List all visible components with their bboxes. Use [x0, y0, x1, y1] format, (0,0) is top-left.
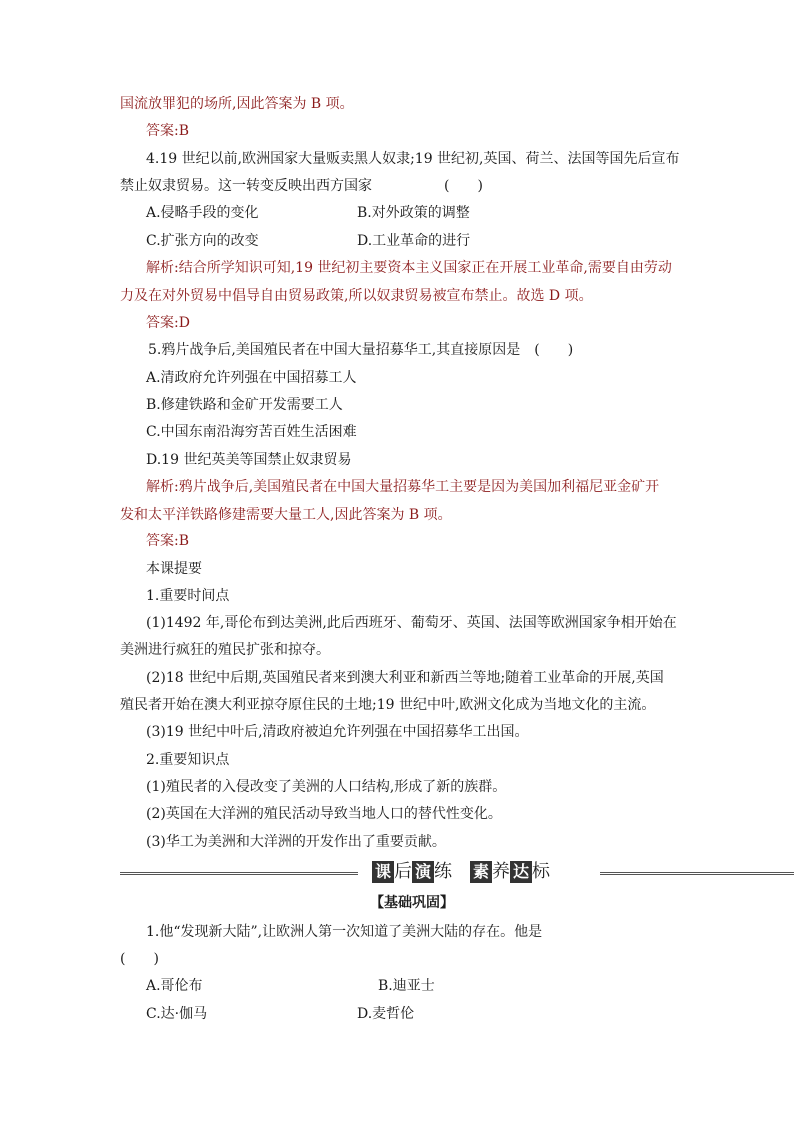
ex1-option-d: D.麦哲伦 [357, 1006, 415, 1022]
q4-option-d: D.工业革命的进行 [357, 233, 471, 249]
q5-option-a: A.清政府允许列强在中国招募工人 [146, 370, 357, 386]
summary-point-2-1: (1)殖民者的入侵改变了美洲的人口结构,形成了新的族群。 [146, 779, 507, 795]
q4-option-a: A.侵略手段的变化 [146, 205, 259, 221]
summary-point-2-2: (2)英国在大洋洲的殖民活动导致当地人口的替代性变化。 [146, 806, 502, 822]
q4-option-c: C.扩张方向的改变 [146, 233, 259, 249]
banner-char: 达 [510, 861, 532, 883]
summary-point-1-2-cont: 殖民者开始在澳大利亚掠夺原住民的土地;19 世纪中叶,欧洲文化成为当地文化的主流。 [120, 697, 656, 713]
q5-analysis-cont: 发和太平洋铁路修建需要大量工人,因此答案为 B 项。 [120, 507, 452, 523]
banner-char: 课 [372, 861, 394, 883]
summary-point-2-3: (3)华工为美洲和大洋洲的开发作出了重要贡献。 [146, 834, 446, 850]
q5-option-c: C.中国东南沿海穷苦百姓生活困难 [146, 424, 357, 440]
banner-char: 养 [492, 861, 510, 882]
question-4-stem: 4.19 世纪以前,欧洲国家大量贩卖黑人奴隶;19 世纪初,英国、荷兰、法国等国先后宣布 [146, 151, 680, 167]
q4-option-b: B.对外政策的调整 [357, 205, 470, 221]
ex1-option-a: A.哥伦布 [146, 978, 203, 994]
banner-char: 素 [470, 861, 492, 883]
summary-point-1-1-cont: 美洲进行疯狂的殖民扩张和掠夺。 [120, 642, 330, 658]
summary-heading-1: 1.重要时间点 [146, 588, 230, 604]
section-banner [120, 861, 794, 885]
question-4-stem-cont: 禁止奴隶贸易。这一转变反映出西方国家 [120, 178, 372, 194]
ex1-option-c: C.达·伽马 [146, 1006, 208, 1022]
q4-analysis: 解析:结合所学知识可知,19 世纪初主要资本主义国家正在开展工业革命,需要自由劳动 [146, 260, 672, 276]
question-5-stem: 5.鸦片战争后,美国殖民者在中国大量招募华工,其直接原因是 ( ) [148, 342, 574, 358]
banner-title [372, 861, 550, 885]
summary-point-1-2: (2)18 世纪中后期,英国殖民者来到澳大利亚和新西兰等地;随着工业革命的开展,英国 [146, 670, 664, 686]
q4-analysis-cont: 力及在对外贸易中倡导自由贸易政策,所以奴隶贸易被宣布禁止。故选 D 项。 [120, 288, 593, 304]
exercise-1-stem: 1.他“发现新大陆”,让欧洲人第一次知道了美洲大陆的存在。他是 [146, 924, 543, 940]
summary-point-1-3: (3)19 世纪中叶后,清政府被迫允许列强在中国招募华工出国。 [146, 724, 529, 740]
banner-char: 练 [434, 861, 452, 882]
question-4-paren: ( ) [444, 178, 483, 194]
summary-heading-2: 2.重要知识点 [146, 752, 230, 768]
q5-option-b: B.修建铁路和金矿开发需要工人 [146, 397, 343, 413]
answer-q3: 答案:B [146, 123, 190, 139]
banner-char: 后 [394, 861, 412, 882]
q5-option-d: D.19 世纪英美等国禁止奴隶贸易 [146, 452, 352, 468]
q5-analysis: 解析:鸦片战争后,美国殖民者在中国大量招募华工主要是因为美国加利福尼亚金矿开 [146, 479, 660, 495]
answer-q5: 答案:B [146, 533, 190, 549]
answer-q4: 答案:D [146, 315, 190, 331]
summary-point-1-1: (1)1492 年,哥伦布到达美洲,此后西班牙、葡萄牙、英国、法国等欧洲国家争相开始在 [146, 615, 677, 631]
banner-char: 演 [412, 861, 434, 883]
section-heading-summary: 本课提要 [146, 561, 202, 577]
ex1-option-b: B.迪亚士 [378, 978, 435, 994]
analysis-continuation: 国流放罪犯的场所,因此答案为 B 项。 [120, 96, 354, 112]
banner-rule-left [120, 872, 358, 873]
exercise-1-paren: ( ) [120, 951, 159, 967]
banner-char: 标 [532, 861, 550, 882]
subsection-heading: 【基础巩固】 [370, 895, 454, 911]
banner-rule-right [600, 872, 794, 873]
